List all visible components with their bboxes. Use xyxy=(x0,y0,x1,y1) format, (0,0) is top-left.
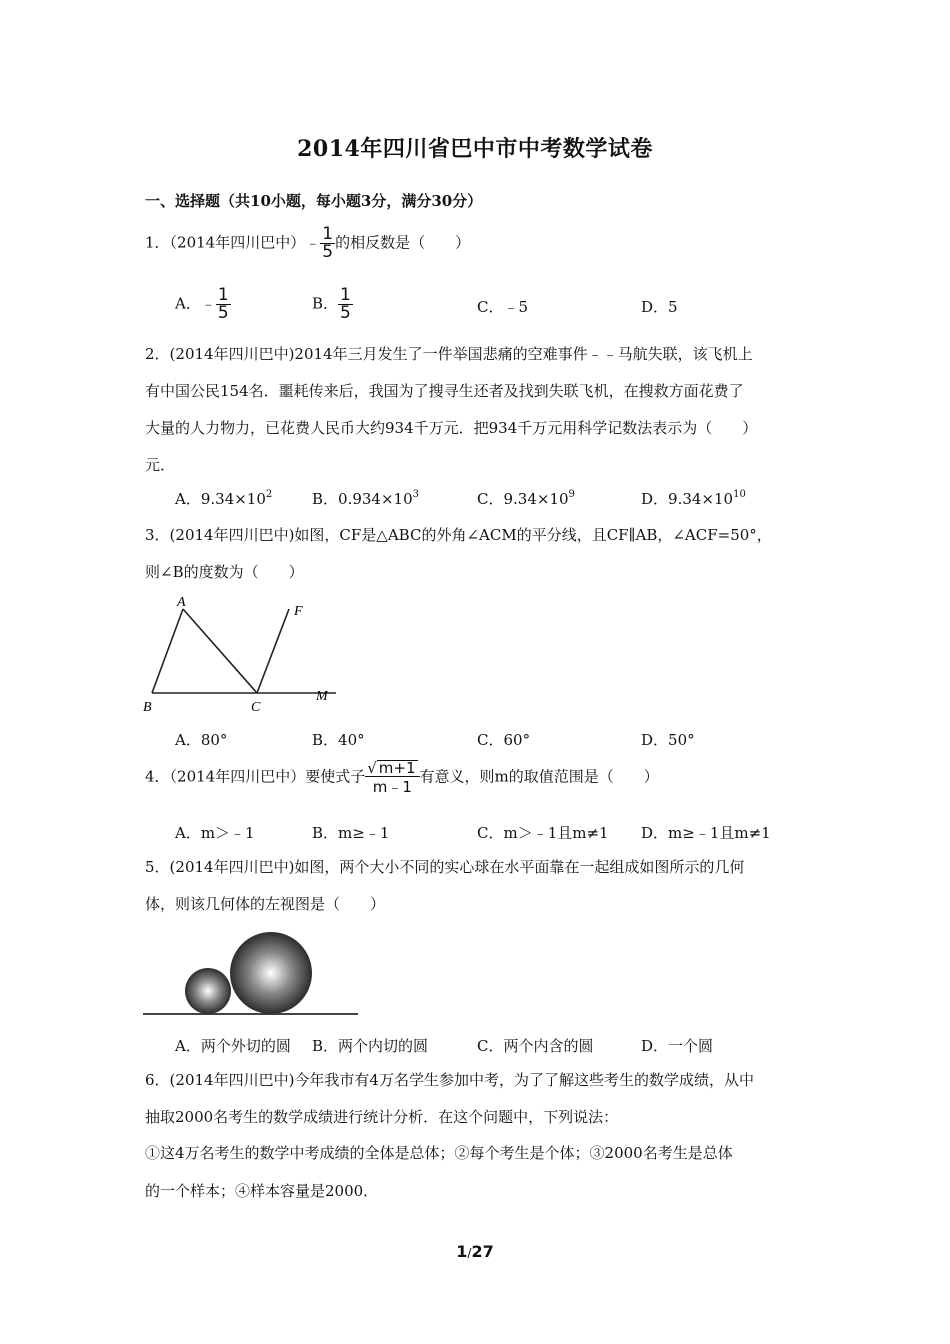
q5-line-2: 体，则该几何体的左视图是（ ） xyxy=(145,895,386,913)
q1-option-a xyxy=(175,287,231,322)
q2-c-base: C．9.34×10 xyxy=(477,490,569,508)
q1-a-label: A． xyxy=(175,294,201,313)
q3-option-b: B．40° xyxy=(312,731,365,749)
q4-suffix: 有意义，则m的取值范围是（ ） xyxy=(419,767,659,786)
q1-b-label: B． xyxy=(312,294,339,313)
q3-option-c: C．60° xyxy=(477,731,531,749)
q1-fraction xyxy=(320,226,335,261)
page-separator: / xyxy=(467,1246,472,1260)
q2-d-base: D．9.34×10 xyxy=(641,490,734,508)
q4-option-d: D．m≥﹣1且m≠1 xyxy=(641,824,771,842)
q3-line-1: 3．(2014年四川巴中)如图，CF是△ABC的外角∠ACM的平分线，且CF∥AB，∠ACF=50°， xyxy=(145,526,772,544)
q1-option-c: C．﹣5 xyxy=(477,298,529,316)
q5-option-c: C．两个内含的圆 xyxy=(477,1037,594,1055)
label-m: M xyxy=(316,689,328,704)
label-a: A xyxy=(177,595,186,610)
page-number xyxy=(0,1242,950,1261)
q2-c-exp: 9 xyxy=(568,489,575,500)
q2-b-base: B．0.934×10 xyxy=(312,490,413,508)
question-4 xyxy=(145,760,659,795)
q1-neg: ﹣ xyxy=(305,233,321,252)
current-page: 1 xyxy=(456,1242,468,1261)
q4-radicand: m+1 xyxy=(378,759,416,777)
line-cf xyxy=(257,609,289,693)
label-b: B xyxy=(143,700,152,715)
q1-a-num: 1 xyxy=(217,285,229,305)
q6-line-4: 的一个样本；④样本容量是2000． xyxy=(145,1182,379,1200)
q4-denominator: m﹣1 xyxy=(372,778,412,796)
q1-option-d: D．5 xyxy=(641,298,678,316)
q2-line-2: 有中国公民154名．噩耗传来后，我国为了搜寻生还者及找到失联飞机，在搜救方面花费了 xyxy=(145,382,744,400)
q2-option-d xyxy=(641,488,746,509)
page-title: 2014年四川省巴中市中考数学试卷 xyxy=(297,136,653,162)
q5-line-1: 5．(2014年四川巴中)如图，两个大小不同的实心球在水平面靠在一起组成如图所示的几何 xyxy=(145,858,745,876)
q4-numerator: √ m+1 xyxy=(365,760,419,777)
q1-a-fraction xyxy=(216,287,231,322)
q2-a-base: A．9.34×10 xyxy=(175,490,266,508)
q2-line-3: 大量的人力物力，已花费人民币大约934千万元．把934千万元用科学记数法表示为（ ） xyxy=(145,419,758,437)
q3-option-a: A．80° xyxy=(175,731,228,749)
q4-option-a: A．m＞﹣1 xyxy=(175,824,255,842)
q4-fraction xyxy=(365,760,419,795)
q1-b-den: 5 xyxy=(340,303,351,323)
q6-line-3: ①这4万名考生的数学中考成绩的全体是总体；②每个考生是个体；③2000名考生是总体 xyxy=(145,1144,733,1162)
q5-option-b: B．两个内切的圆 xyxy=(312,1037,429,1055)
q3-line-2: 则∠B的度数为（ ） xyxy=(145,563,304,581)
q2-b-exp: 3 xyxy=(412,489,419,500)
q2-option-a xyxy=(175,488,272,509)
q1-suffix: 的相反数是（ ） xyxy=(335,233,471,252)
q2-line-1: 2．(2014年四川巴中)2014年三月发生了一件举国悲痛的空难事件﹣﹣马航失联，该飞机上 xyxy=(145,345,753,363)
q6-line-2: 抽取2000名考生的数学成绩进行统计分析．在这个问题中，下列说法： xyxy=(145,1108,619,1126)
q3-triangle-figure xyxy=(140,592,340,717)
q4-option-c: C．m＞﹣1且m≠1 xyxy=(477,824,609,842)
q2-a-exp: 2 xyxy=(265,489,273,500)
q1-frac-num: 1 xyxy=(322,224,334,244)
q5-option-d: D．一个圆 xyxy=(641,1037,714,1055)
q1-prefix: 1．（2014年四川巴中） xyxy=(145,233,306,252)
label-c: C xyxy=(251,700,261,715)
q3-option-d: D．50° xyxy=(641,731,695,749)
line-ac xyxy=(183,609,257,693)
q1-option-b xyxy=(312,287,353,322)
q2-option-c xyxy=(477,488,575,509)
large-sphere xyxy=(230,932,312,1014)
section-heading: 一、选择题（共10小题，每小题3分，满分30分） xyxy=(145,192,483,210)
q1-a-sign: ﹣ xyxy=(200,294,216,313)
q2-option-b xyxy=(312,488,419,509)
q1-b-num: 1 xyxy=(340,285,351,305)
small-sphere xyxy=(185,968,231,1014)
q4-prefix: 4．（2014年四川巴中）要使式子 xyxy=(145,767,366,786)
q5-spheres-figure xyxy=(140,925,365,1021)
q5-option-a: A．两个外切的圆 xyxy=(175,1037,291,1055)
line-ab xyxy=(152,609,183,693)
q2-line-4: 元． xyxy=(145,456,176,474)
q1-a-den: 5 xyxy=(217,303,229,323)
q1-b-fraction xyxy=(338,287,353,322)
question-1 xyxy=(145,226,470,261)
label-f: F xyxy=(294,604,303,619)
q6-line-1: 6．(2014年四川巴中)今年我市有4万名学生参加中考，为了了解这些考生的数学成绩，从中 xyxy=(145,1071,754,1089)
q1-frac-den: 5 xyxy=(322,242,334,262)
total-pages: 27 xyxy=(471,1242,494,1261)
q4-option-b: B．m≥﹣1 xyxy=(312,824,390,842)
q2-d-exp: 10 xyxy=(733,489,746,500)
